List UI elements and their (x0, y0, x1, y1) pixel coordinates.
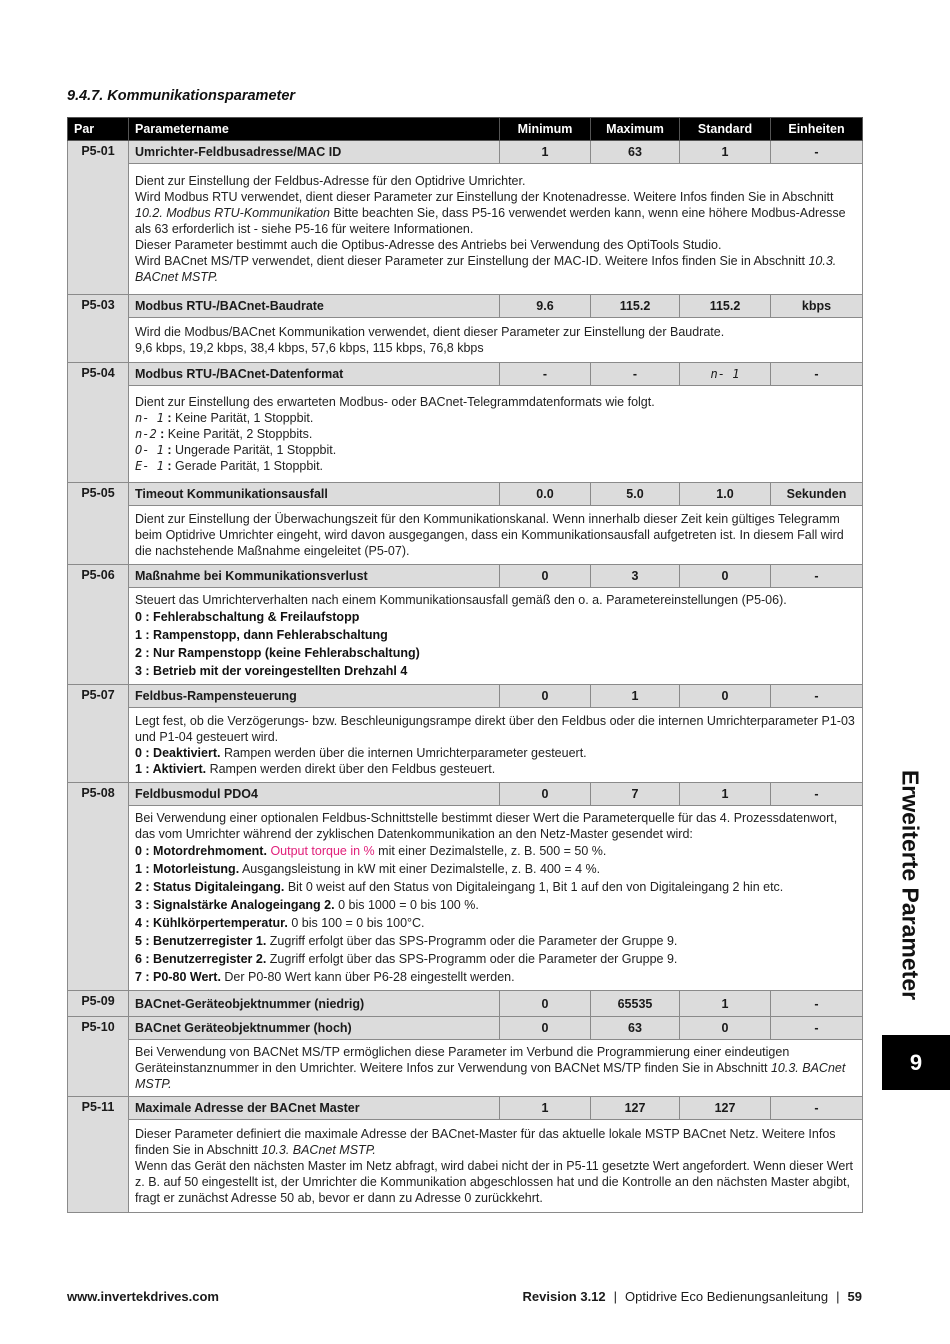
option-key: n- 1 (135, 411, 164, 425)
option-key: 5 : Benutzerregister 1. (135, 934, 267, 948)
param-max: 3 (591, 565, 680, 588)
param-std: 1 (680, 141, 771, 164)
desc-line: Wird die Modbus/BACnet Kommunikation verwendet, dient dieser Parameter zur Einstellung der Baudrate. (135, 325, 725, 339)
param-code: P5-10 (68, 1017, 129, 1097)
table-row (68, 565, 863, 588)
description-row (68, 708, 863, 783)
desc-text: Wird Modbus RTU verwendet, dient dieser Parameter zur Einstellung der Knotenadresse. Weitere Infos finden Sie in Abschnitt (135, 190, 834, 204)
param-std: 1.0 (680, 483, 771, 506)
description-row (68, 1120, 863, 1213)
option-key: 0 : Deaktiviert. (135, 746, 221, 760)
description-row (68, 1040, 863, 1097)
footer-url: www.invertekdrives.com (67, 1289, 219, 1304)
param-std: 1 (680, 783, 771, 806)
desc-text: Dieser Parameter definiert die maximale Adresse der BACnet-Master für das aktuelle lokale MSTP BACnet Netz. Weitere Infos finden Sie in Abschnitt (135, 1127, 836, 1157)
section-reference: 10.3. BACnet MSTP. (135, 1061, 846, 1091)
option-key: E- 1 (135, 459, 164, 473)
param-code: P5-06 (68, 565, 129, 685)
table-header (68, 118, 863, 141)
param-name: Modbus RTU-/BACnet-Datenformat (129, 363, 500, 386)
option-key: 4 : Kühlkörpertemperatur. (135, 916, 288, 930)
chapter-number-box: 9 (882, 1035, 950, 1090)
option-key: 0 : Motordrehmoment. (135, 844, 267, 858)
footer-separator: | (836, 1289, 840, 1304)
table-row (68, 141, 863, 164)
param-unit: - (771, 1017, 863, 1040)
option-text: 0 bis 100 = 0 bis 100°C. (291, 916, 425, 930)
param-min: - (500, 363, 591, 386)
chapter-side-title (875, 740, 945, 1030)
option-text: Zugriff erfolgt über das SPS-Programm oder die Parameter der Gruppe 9. (269, 934, 678, 948)
option-text: Der P0-80 Wert kann über P6-28 eingestellt werden. (224, 970, 515, 984)
param-description (129, 164, 863, 295)
param-min: 0 (500, 991, 591, 1017)
param-unit: - (771, 685, 863, 708)
param-min: 9.6 (500, 295, 591, 318)
description-row (68, 806, 863, 991)
param-std (680, 363, 771, 386)
option-text: Bit 0 weist auf den Status von Digitaleingang 1, Bit 1 auf den von Digitaleingang 2 hin etc. (287, 880, 784, 894)
table-row (68, 991, 863, 1017)
option-text: Zugriff erfolgt über das SPS-Programm oder die Parameter der Gruppe 9. (269, 952, 678, 966)
param-std: 0 (680, 1017, 771, 1040)
desc-text: Wird BACnet MS/TP verwendet, dient dieser Parameter zur Einstellung der MAC-ID. Weitere Infos finden Sie in Abschnitt (135, 254, 805, 268)
header-std: Standard (680, 118, 771, 141)
param-name: Feldbusmodul PDO4 (129, 783, 500, 806)
footer-separator: | (613, 1289, 618, 1304)
footer-revision: Revision 3.12 (522, 1289, 606, 1304)
param-min: 0.0 (500, 483, 591, 506)
seg-display-value: n- 1 (710, 367, 740, 381)
option-text: Ungerade Parität, 1 Stoppbit. (175, 443, 337, 457)
desc-line: Dient zur Einstellung des erwarteten Modbus- oder BACnet-Telegrammdatenformats wie folgt. (135, 395, 655, 409)
side-title-text: Erweiterte Parameter (897, 769, 924, 1001)
option-text: Gerade Parität, 1 Stoppbit. (175, 459, 324, 473)
param-name: Maximale Adresse der BACnet Master (129, 1097, 500, 1120)
desc-line: Dient zur Einstellung der Überwachungszeit für den Kommunikationskanal. Wenn innerhalb dieser Zeit kein gültiges Telegramm beim Optidrive Umrichter eingeht, wird davon ausgegangen, dass ein Kommunikationsausfall aufgetreten ist. In diesem Fall wird die nachstehende Maßnahme eingeleitet (P5-07). (135, 512, 844, 558)
param-min: 0 (500, 783, 591, 806)
option-key: 3 : Signalstärke Analogeingang 2. (135, 898, 335, 912)
param-unit: - (771, 991, 863, 1017)
table-row (68, 783, 863, 806)
desc-line: Wenn das Gerät den nächsten Master im Netz abfragt, wird dabei nicht der in P5-11 gesetzte Wert angefordert. Wenn dieser Wert z. B. auf 50 eingestellt ist, der Umrichter die Kommunikation abgeschlossen hat und die Kontrolle an den nächsten Master abgibt, fragt er zunächst Adresse 50 ab, bevor er dann zu Adresse 0 zurückkehrt. (135, 1159, 853, 1205)
option-key: 6 : Benutzerregister 2. (135, 952, 267, 966)
param-std: 0 (680, 565, 771, 588)
param-min: 1 (500, 141, 591, 164)
option-text: Rampen werden über die internen Umrichterparameter gesteuert. (223, 746, 587, 760)
param-code: P5-05 (68, 483, 129, 565)
description-row (68, 506, 863, 565)
option-line: 0 : Fehlerabschaltung & Freilaufstopp (135, 610, 360, 624)
param-max: 7 (591, 783, 680, 806)
option-key: n-2 (135, 427, 157, 441)
table-row (68, 685, 863, 708)
option-key: 1 : Aktiviert. (135, 762, 207, 776)
param-max: 115.2 (591, 295, 680, 318)
table-row (68, 363, 863, 386)
option-text: mit einer Dezimalstelle, z. B. 500 = 50 %. (378, 844, 607, 858)
option-key: O- 1 (135, 443, 164, 457)
param-description: Dient zur Einstellung des erwarteten Modbus- oder BACnet-Telegrammdatenformats wie folgt. n- 1 : Keine Parität, 1 Stoppbit. n-2 : Keine Parität, 2 Stoppbits. O- 1 : Ungerade Parität, 1 Stoppbit. E- 1 : Gerade Parität, 1 Stoppbit. (129, 386, 863, 483)
desc-line: Legt fest, ob die Verzögerungs- bzw. Beschleunigungsrampe direkt über den Feldbus oder die internen Umrichterparameter P1-03 und P1-04 gesteuert wird. (135, 714, 855, 744)
desc-line: Bei Verwendung einer optionalen Feldbus-Schnittstelle bestimmt dieser Wert die Parameterquelle für das 4. Prozessdatenwort, das vom Umrichter während der zyklischen Datenkommunikation an den Netz-Master gesendet wird: (135, 811, 838, 841)
param-std: 127 (680, 1097, 771, 1120)
param-unit: - (771, 363, 863, 386)
param-name: Maßnahme bei Kommunikationsverlust (129, 565, 500, 588)
header-name: Parametername (129, 118, 500, 141)
param-code: P5-11 (68, 1097, 129, 1213)
param-description (129, 806, 863, 991)
param-name: Timeout Kommunikationsausfall (129, 483, 500, 506)
desc-text: Bei Verwendung von BACNet MS/TP ermöglichen diese Parameter im Verbund die Programmierung einer eindeutigen Geräteinstanznummer in den Umrichter. Weitere Infos zur Verwendung von BACNet MS/TP finden Sie in Abschnitt (135, 1045, 790, 1075)
header-unit: Einheiten (771, 118, 863, 141)
param-description (129, 506, 863, 565)
section-reference: 10.2. Modbus RTU-Kommunikation (135, 206, 330, 220)
param-max: - (591, 363, 680, 386)
desc-line: Dieser Parameter bestimmt auch die Optibus-Adresse des Antriebs bei Verwendung des OptiTools Studio. (135, 238, 722, 252)
description-row (68, 588, 863, 685)
option-key: 1 : Motorleistung. (135, 862, 240, 876)
param-description (129, 588, 863, 685)
param-code: P5-01 (68, 141, 129, 295)
section-title: 9.4.7. Kommunikationsparameter (67, 88, 296, 104)
param-name: BACnet-Geräteobjektnummer (niedrig) (129, 991, 500, 1017)
option-line: 2 : Nur Rampenstopp (keine Fehlerabschaltung) (135, 646, 420, 660)
param-code: P5-09 (68, 991, 129, 1017)
param-max: 65535 (591, 991, 680, 1017)
table-row (68, 1017, 863, 1040)
param-max: 1 (591, 685, 680, 708)
page-number: 59 (847, 1289, 862, 1304)
option-text: Keine Parität, 2 Stoppbits. (167, 427, 313, 441)
param-description (129, 318, 863, 363)
param-unit: - (771, 1097, 863, 1120)
param-std: 1 (680, 991, 771, 1017)
param-unit: - (771, 565, 863, 588)
option-text: Rampen werden direkt über den Feldbus gesteuert. (209, 762, 496, 776)
description-row (68, 164, 863, 295)
param-min: 1 (500, 1097, 591, 1120)
param-std: 0 (680, 685, 771, 708)
parameter-table (67, 117, 863, 1213)
param-max: 127 (591, 1097, 680, 1120)
header-max: Maximum (591, 118, 680, 141)
param-unit: Sekunden (771, 483, 863, 506)
option-text: 0 bis 1000 = 0 bis 100 %. (338, 898, 479, 912)
param-name: Feldbus-Rampensteuerung (129, 685, 500, 708)
param-max: 63 (591, 141, 680, 164)
desc-line: 9,6 kbps, 19,2 kbps, 38,4 kbps, 57,6 kbps, 115 kbps, 76,8 kbps (135, 341, 484, 355)
param-unit: - (771, 783, 863, 806)
desc-line: Steuert das Umrichterverhalten nach einem Kommunikationsausfall gemäß den o. a. Parametereinstellungen (P5-06). (135, 593, 787, 607)
param-unit: kbps (771, 295, 863, 318)
section-reference: 10.3. BACnet MSTP. (261, 1143, 376, 1157)
param-min: 0 (500, 565, 591, 588)
param-max: 63 (591, 1017, 680, 1040)
param-name: Modbus RTU-/BACnet-Baudrate (129, 295, 500, 318)
param-min: 0 (500, 1017, 591, 1040)
description-row (68, 318, 863, 363)
desc-line: Dient zur Einstellung der Feldbus-Adresse für den Optidrive Umrichter. (135, 174, 526, 188)
footer-manual: Optidrive Eco Bedienungsanleitung (625, 1289, 829, 1304)
table-row (68, 1097, 863, 1120)
option-text: Ausgangsleistung in kW mit einer Dezimalstelle, z. B. 400 = 4 %. (241, 862, 601, 876)
desc-text: Bitte beachten Sie, dass P5-16 verwendet werden kann, wenn eine höhere Modbus-Adresse als 63 erforderlich ist - siehe P5-16 für weitere Informationen. (135, 206, 846, 236)
param-description (129, 1120, 863, 1213)
param-code: P5-04 (68, 363, 129, 483)
section-reference: 10.3. BACnet MSTP. (135, 254, 837, 284)
param-name: Umrichter-Feldbusadresse/MAC ID (129, 141, 500, 164)
option-key: 2 : Status Digitaleingang. (135, 880, 285, 894)
param-code: P5-03 (68, 295, 129, 363)
param-unit: - (771, 141, 863, 164)
description-row (68, 386, 863, 483)
param-code: P5-07 (68, 685, 129, 783)
param-std: 115.2 (680, 295, 771, 318)
param-description (129, 708, 863, 783)
table-row (68, 483, 863, 506)
table-row (68, 295, 863, 318)
option-line: 1 : Rampenstopp, dann Fehlerabschaltung (135, 628, 388, 642)
option-text: Keine Parität, 1 Stoppbit. (175, 411, 314, 425)
footer-info (523, 1289, 862, 1304)
header-par: Par (68, 118, 129, 141)
option-line: 3 : Betrieb mit der voreingestellten Drehzahl 4 (135, 664, 408, 678)
option-key: 7 : P0-80 Wert. (135, 970, 221, 984)
param-description (129, 1040, 863, 1097)
param-code: P5-08 (68, 783, 129, 991)
header-min: Minimum (500, 118, 591, 141)
param-name: BACnet Geräteobjektnummer (hoch) (129, 1017, 500, 1040)
option-highlight: Output torque in % (270, 844, 375, 858)
param-min: 0 (500, 685, 591, 708)
param-max: 5.0 (591, 483, 680, 506)
